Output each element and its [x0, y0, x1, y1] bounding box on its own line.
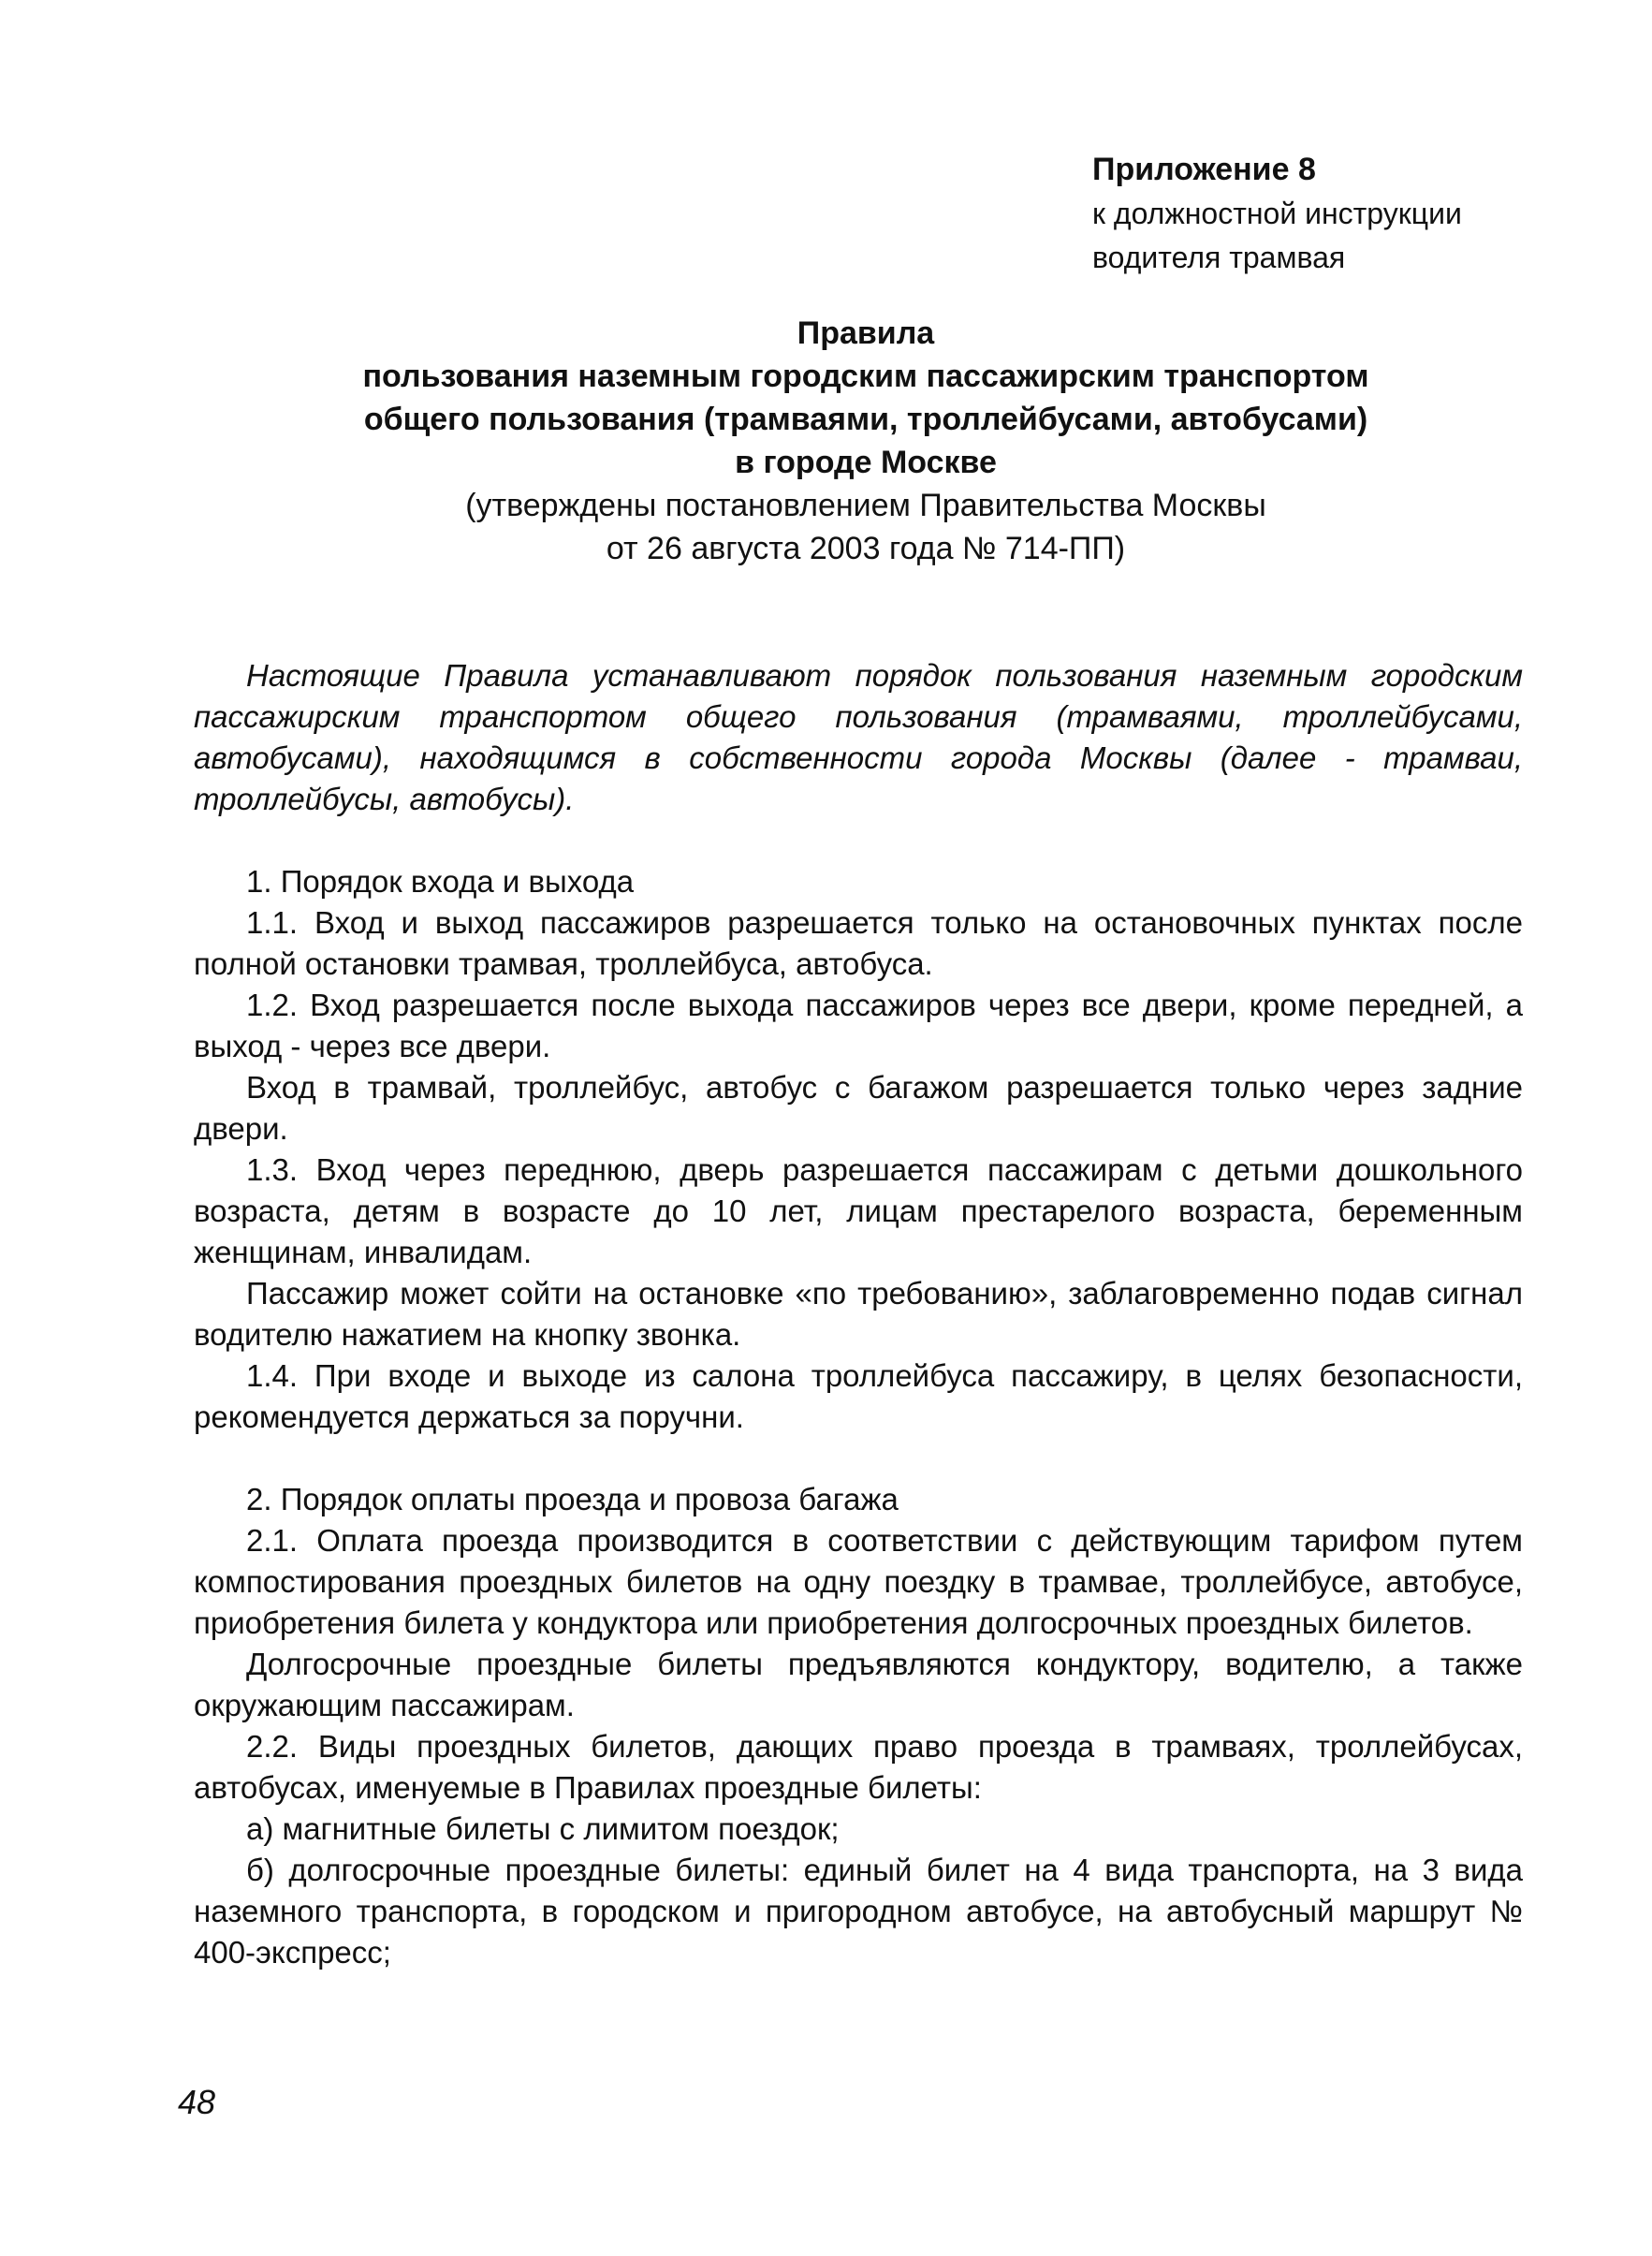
paragraph: 1.2. Вход разрешается после выхода пассажиров через все двери, кроме передней, а выход - через все двери. [194, 988, 1523, 1063]
intro-paragraph: Настоящие Правила устанавливают порядок пользования наземным городским пассажирским транспортом общего пользования (трамваями, троллейбусами, автобусами), находящимся в собственности города Москвы (далее - трамваи, троллейбусы, автобусы). [194, 658, 1523, 816]
spacer [194, 820, 1523, 861]
title-line: общего пользования (трамваями, троллейбусами, автобусами) [363, 402, 1368, 437]
appendix-heading: Приложение 8 [1092, 152, 1316, 187]
paragraph: Долгосрочные проездные билеты предъявляются кондуктору, водителю, а также окружающим пассажирам. [194, 1647, 1523, 1722]
document-title [215, 312, 1516, 570]
approval-line: от 26 августа 2003 года № 714-ПП) [606, 531, 1126, 566]
paragraph: 2.2. Виды проездных билетов, дающих право проезда в трамваях, троллейбусах, автобусах, именуемые в Правилах проездные билеты: [194, 1729, 1523, 1805]
section-heading: 2. Порядок оплаты проезда и провоза багажа [246, 1482, 899, 1516]
document-body [194, 655, 1523, 1973]
section-heading: 1. Порядок входа и выхода [246, 864, 635, 899]
approval-line: (утверждены постановлением Правительства Москвы [465, 488, 1266, 523]
list-item: а) магнитные билеты с лимитом поездок; [246, 1811, 840, 1846]
paragraph: 2.1. Оплата проезда производится в соответствии с действующим тарифом путем компостирования проездных билетов на одну поездку в трамвае, троллейбусе, автобусе, приобретения билета у кондуктора или приобретения долгосрочных проездных билетов. [194, 1523, 1523, 1640]
appendix-line: водителя трамвая [1092, 241, 1346, 274]
title-line: Правила [797, 315, 935, 351]
paragraph: 1.3. Вход через переднюю, дверь разрешается пассажирам с детьми дошкольного возраста, детям в возрасте до 10 лет, лицам престарелого возраста, беременным женщинам, инвалидам. [194, 1152, 1523, 1269]
paragraph: Пассажир может сойти на остановке «по требованию», заблаговременно подав сигнал водителю нажатием на кнопку звонка. [194, 1276, 1523, 1352]
list-item: б) долгосрочные проездные билеты: единый билет на 4 вида транспорта, на 3 вида наземного транспорта, в городском и пригородном автобусе, на автобусный маршрут № 400-экспресс; [194, 1853, 1523, 1970]
appendix-line: к должностной инструкции [1092, 197, 1462, 230]
spacer [194, 1438, 1523, 1479]
page-number: 48 [178, 2083, 216, 2121]
title-line: в городе Москве [735, 445, 997, 480]
paragraph: 1.4. При входе и выходе из салона троллейбуса пассажиру, в целях безопасности, рекомендуется держаться за поручни. [194, 1358, 1523, 1434]
paragraph: Вход в трамвай, троллейбус, автобус с багажом разрешается только через задние двери. [194, 1070, 1523, 1146]
appendix-header [1092, 148, 1462, 280]
title-line: пользования наземным городским пассажирским транспортом [362, 359, 1369, 394]
paragraph: 1.1. Вход и выход пассажиров разрешается только на остановочных пунктах после полной остановки трамвая, троллейбуса, автобуса. [194, 905, 1523, 981]
